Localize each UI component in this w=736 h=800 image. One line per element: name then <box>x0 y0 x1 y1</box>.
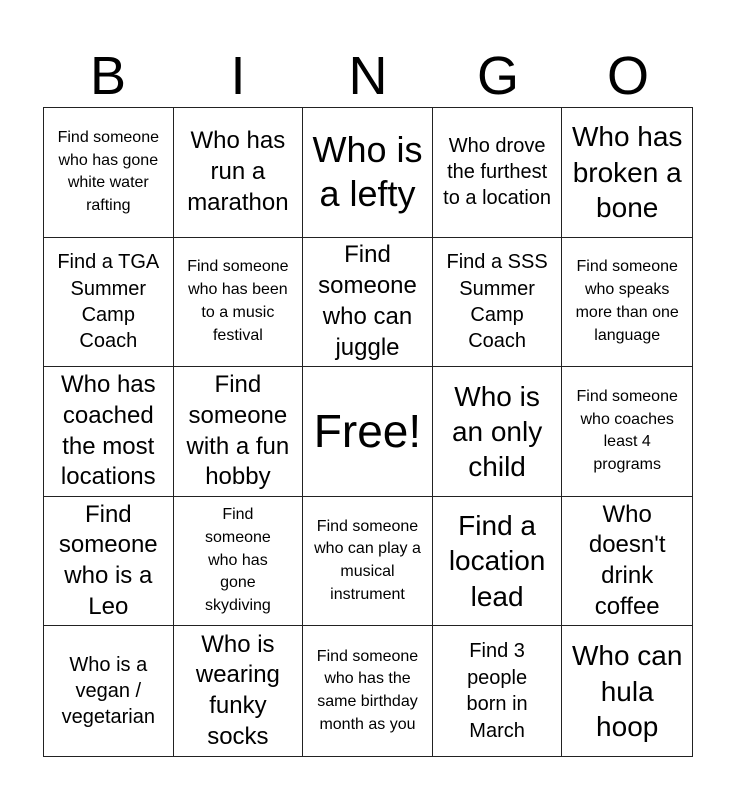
bingo-cell[interactable] <box>562 497 692 627</box>
bingo-cell[interactable] <box>433 238 563 368</box>
bingo-card-grid <box>43 107 693 757</box>
bingo-cell[interactable] <box>174 367 304 497</box>
header-letter-g: G <box>476 46 519 106</box>
bingo-cell-free[interactable] <box>303 367 433 497</box>
bingo-cell[interactable] <box>562 626 692 756</box>
cell-text: Who is an only child <box>451 380 543 483</box>
cell-text: Find someone who has been to a music festival <box>187 258 289 344</box>
bingo-cell[interactable] <box>303 497 433 627</box>
cell-text: Who drove the furthest to a location <box>443 134 552 210</box>
bingo-cell[interactable] <box>303 108 433 238</box>
bingo-cell[interactable] <box>562 367 692 497</box>
header-letter-b: B <box>89 46 127 106</box>
bingo-cell[interactable] <box>174 497 304 627</box>
bingo-cell[interactable] <box>433 108 563 238</box>
cell-text: Who is wearing funky socks <box>195 630 280 750</box>
cell-text: Find someone who coaches least 4 programs <box>576 388 678 474</box>
cell-text: Find someone who has gone white water rafting <box>57 128 159 215</box>
cell-text: Who has broken a bone <box>571 121 683 223</box>
bingo-cell[interactable] <box>44 497 174 627</box>
bingo-cell[interactable] <box>174 626 304 756</box>
header-letter-o: O <box>606 46 649 106</box>
cell-text: Find 3 people born in March <box>466 640 528 742</box>
bingo-cell[interactable] <box>44 626 174 756</box>
bingo-cell[interactable] <box>562 108 692 238</box>
bingo-cell[interactable] <box>433 367 563 497</box>
bingo-cell[interactable] <box>44 367 174 497</box>
cell-text: Find a SSS Summer Camp Coach <box>446 251 548 353</box>
cell-text: Find a location lead <box>448 510 546 612</box>
bingo-cell[interactable] <box>44 108 174 238</box>
cell-text: Find someone who can juggle <box>318 241 417 361</box>
bingo-cell[interactable] <box>303 238 433 368</box>
header-letter-n: N <box>348 46 388 106</box>
bingo-cell[interactable] <box>562 238 692 368</box>
cell-text: Find someone who has gone skydiving <box>204 506 271 615</box>
bingo-cell[interactable] <box>44 238 174 368</box>
free-space-text: Free! <box>313 405 422 458</box>
cell-text: Who has run a marathon <box>187 127 289 216</box>
cell-text: Find someone with a fun hobby <box>186 371 290 491</box>
bingo-cell[interactable] <box>174 108 304 238</box>
cell-text: Who is a vegan / vegetarian <box>61 653 155 729</box>
cell-text: Who can hula hoop <box>571 640 683 742</box>
cell-text: Who is a lefty <box>312 128 423 215</box>
cell-text: Who doesn't drink coffee <box>588 500 666 620</box>
bingo-cell[interactable] <box>303 626 433 756</box>
cell-text: Who has coached the most locations <box>60 371 156 491</box>
bingo-header <box>43 44 693 108</box>
cell-text: Find a TGA Summer Camp Coach <box>57 251 160 353</box>
cell-text: Find someone who can play a musical instrument <box>314 517 421 603</box>
cell-text: Find someone who speaks more than one language <box>575 258 679 344</box>
header-letter-i: I <box>230 46 246 106</box>
bingo-cell[interactable] <box>433 626 563 756</box>
bingo-cell[interactable] <box>174 238 304 368</box>
cell-text: Find someone who has the same birthday month as you <box>316 647 419 733</box>
bingo-cell[interactable] <box>433 497 563 627</box>
cell-text: Find someone who is a Leo <box>58 500 158 620</box>
